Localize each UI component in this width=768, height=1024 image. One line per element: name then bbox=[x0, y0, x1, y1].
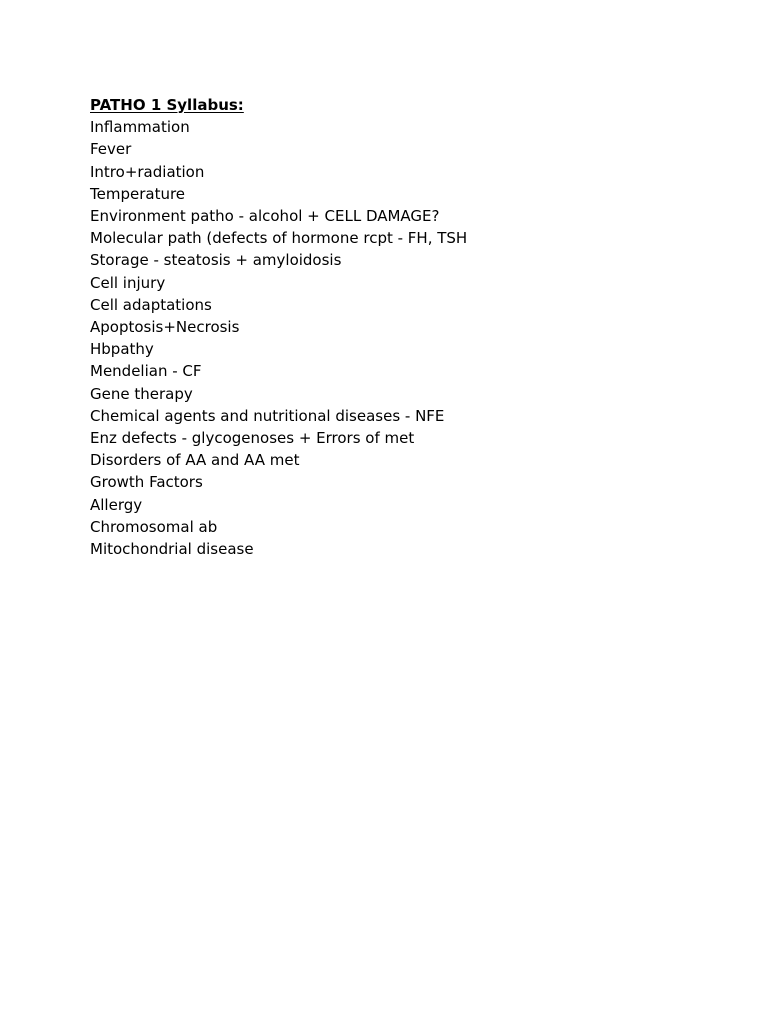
syllabus-item: Storage - steatosis + amyloidosis bbox=[90, 251, 342, 270]
syllabus-item: Environment patho - alcohol + CELL DAMAGE? bbox=[90, 207, 440, 226]
syllabus-content bbox=[90, 94, 710, 560]
syllabus-item: Mitochondrial disease bbox=[90, 540, 254, 559]
syllabus-item: Chromosomal ab bbox=[90, 517, 218, 536]
syllabus-item: Intro+radiation bbox=[90, 162, 205, 181]
syllabus-item: Apoptosis+Necrosis bbox=[90, 318, 240, 337]
syllabus-item: Chemical agents and nutritional diseases - NFE bbox=[90, 406, 445, 425]
syllabus-item: Cell injury bbox=[90, 273, 166, 292]
syllabus-item: Temperature bbox=[90, 184, 186, 203]
syllabus-title: PATHO 1 Syllabus: bbox=[90, 96, 244, 114]
syllabus-item: Hbpathy bbox=[90, 340, 154, 359]
syllabus-item: Mendelian - CF bbox=[90, 362, 202, 381]
syllabus-item: Growth Factors bbox=[90, 473, 203, 492]
syllabus-item: Inflammation bbox=[90, 118, 190, 137]
syllabus-list bbox=[90, 116, 710, 560]
syllabus-item: Fever bbox=[90, 140, 132, 159]
syllabus-item: Allergy bbox=[90, 495, 143, 514]
syllabus-item: Gene therapy bbox=[90, 384, 193, 403]
syllabus-item: Disorders of AA and AA met bbox=[90, 451, 300, 470]
syllabus-item: Cell adaptations bbox=[90, 295, 212, 314]
syllabus-item: Enz defects - glycogenoses + Errors of met bbox=[90, 429, 415, 448]
syllabus-item: Molecular path (defects of hormone rcpt - FH, TSH bbox=[90, 229, 468, 248]
